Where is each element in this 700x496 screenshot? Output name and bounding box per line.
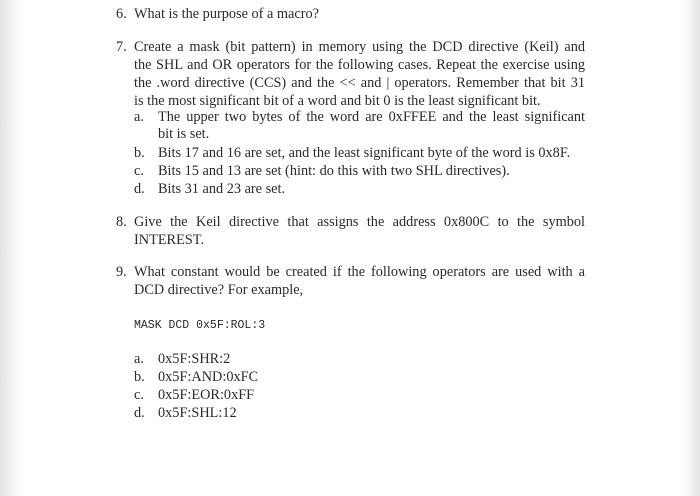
question-9-item-c-letter: c.: [134, 387, 144, 403]
question-8-line-1: Give the Keil directive that assigns the address 0x800C to the symbol: [134, 214, 585, 230]
question-9-number: 9.: [116, 264, 127, 280]
question-9-item-a-text: 0x5F:SHR:2: [158, 351, 231, 367]
question-9-line-2: DCD directive? For example,: [134, 282, 304, 298]
question-7-item-a-line-1: The upper two bytes of the word are 0xFFEE and the least significant: [158, 109, 585, 125]
question-7-item-d-text: Bits 31 and 23 are set.: [158, 181, 286, 197]
question-7-line-2: the SHL and OR operators for the following cases. Repeat the exercise using: [134, 57, 585, 73]
question-9-item-c-text: 0x5F:EOR:0xFF: [158, 387, 255, 403]
question-9-item-d-letter: d.: [134, 405, 145, 421]
question-9-item-d-text: 0x5F:SHL:12: [158, 405, 237, 421]
question-9-item-b-letter: b.: [134, 369, 145, 385]
question-7-item-c-text: Bits 15 and 13 are set (hint: do this with two SHL directives).: [158, 163, 510, 179]
question-6-number: 6.: [116, 6, 127, 22]
question-7-line-1: Create a mask (bit pattern) in memory using the DCD directive (Keil) and: [134, 39, 585, 55]
question-9-line-1: What constant would be created if the following operators are used with a: [134, 264, 585, 280]
question-7-item-c-letter: c.: [134, 163, 144, 179]
question-7-line-3: the .word directive (CCS) and the << and | operators. Remember that bit 31: [134, 75, 585, 91]
question-8-line-2: INTEREST.: [134, 232, 205, 248]
question-9-item-a-letter: a.: [134, 351, 144, 367]
question-7-line-4: is the most significant bit of a word and bit 0 is the least significant bit.: [134, 93, 541, 109]
page-right-shadow: [680, 0, 700, 496]
question-9-item-b-text: 0x5F:AND:0xFC: [158, 369, 259, 385]
page-left-shadow: [0, 0, 22, 496]
question-7-item-d-letter: d.: [134, 181, 145, 197]
question-7-item-b-text: Bits 17 and 16 are set, and the least significant byte of the word is 0x8F.: [158, 145, 571, 161]
question-7-item-b-letter: b.: [134, 145, 145, 161]
question-7-number: 7.: [116, 39, 127, 55]
question-9-code-example: MASK DCD 0x5F:ROL:3: [134, 319, 266, 332]
question-6-text: What is the purpose of a macro?: [134, 6, 319, 22]
question-7-item-a-letter: a.: [134, 109, 144, 125]
question-7-item-a-line-2: bit is set.: [158, 126, 210, 142]
question-8-number: 8.: [116, 214, 127, 230]
